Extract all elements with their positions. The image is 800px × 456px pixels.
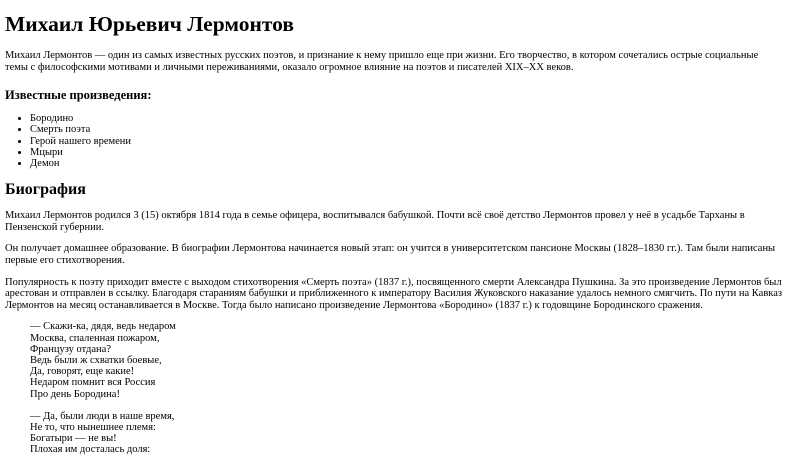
poem-line: Плохая им досталась доля: — [30, 444, 151, 456]
biography-paragraph: Он получает домашнее образование. В биографии Лермонтова начинается новый этап: он учится в университетском пансионе Москвы (1828–1830 гг.). Там были написаны первые его стихотворения. — [5, 243, 776, 266]
list-item: • Демон — [30, 158, 795, 169]
list-item: • Бородино — [30, 113, 795, 124]
poem-line: Да, говорят, еще какие! — [30, 366, 135, 378]
works-list — [5, 113, 795, 169]
poem-line: Богатыри — не вы! — [30, 433, 117, 445]
poem-line: Не то, что нынешнее племя: — [30, 421, 156, 433]
poem-line: Москва, спаленная пожаром, — [30, 332, 160, 344]
poem-line: Французу отдана? — [30, 343, 112, 355]
biography-paragraph: Популярность к поэту приходит вместе с выходом стихотворения «Смерть поэта» (1837 г.), посвященного смерти Александра Пушкина. За это произведение Лермонтов был арестован и отправлен в ссылку. Благодаря стараниям бабушки и приближенного к императору Василия Жуковского наказание удалось немного смягчить. По пути на Кавказ Лермонтов на месяц останавливается в Москве. Тогда было написано произведение Лермонтова «Бородино» (1837 г.) к годовщине Бородинского сражения. — [5, 276, 783, 311]
poem-line: — Да, были люди в наше время, — [30, 410, 175, 422]
poem-line: Про день Бородина! — [30, 388, 120, 400]
intro-paragraph: Михаил Лермонтов — один из самых известных русских поэтов, и признание к нему пришло еще при жизни. Его творчество, в котором сочетались острые социальные темы с философскими мотивами и личными переживаниями, оказало огромное влияние на поэтов и писателей XIX–XX веков. — [5, 50, 759, 73]
biography-paragraph: Михаил Лермонтов родился 3 (15) октября 1814 года в семье офицера, воспитывался бабушкой. Почти всё своё детство Лермонтов провел у неё в усадьбе Тарханы в Пензенской губернии. — [5, 210, 745, 233]
works-heading: Известные произведения: — [5, 88, 152, 103]
poem-line: Ведь были ж схватки боевые, — [30, 354, 162, 366]
poem-quote — [30, 321, 795, 455]
poem-line: Недаром помнит вся Россия — [30, 377, 156, 389]
list-item: • Герой нашего времени — [30, 136, 795, 147]
list-item: • Смерть поэта — [30, 124, 795, 135]
biography-heading: Биография — [5, 181, 86, 199]
list-item: • Мцыри — [30, 147, 795, 158]
poem-line: — Скажи-ка, дядя, ведь недаром — [30, 321, 176, 333]
poem-stanza — [30, 321, 795, 399]
page-title: Михаил Юрьевич Лермонтов — [5, 12, 294, 36]
poem-stanza — [30, 411, 795, 456]
